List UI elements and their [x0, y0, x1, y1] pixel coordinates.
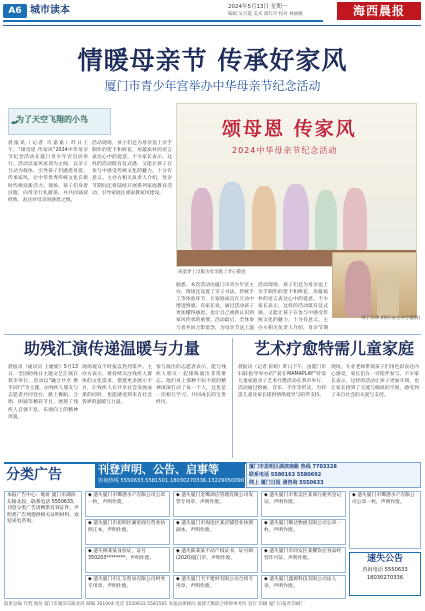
poster-caption: 孩童穿上汉服为母亲献上孝心敬意: [178, 270, 246, 275]
article1-col3b: 活动现场，孩子们还为母亲送上亲手制作的贺卡和鲜花，用最质朴的语言表达心中的爱意。不少家长表示，这样的活动既有仪式感，又能让孩子在参与中感受传统文化的魅力，十分有意义。主办方相关负责人介绍，母亲节期: [258, 283, 328, 330]
article2-col3: 参与演出的志愿者表示，能与残疾人朋友一起排练演出非常难忘。他们身上那种不屈不挠的精神深深打动了每一个人，这也是一次相互学习、共同成长的宝贵经历。: [156, 365, 226, 406]
newspaper-logo: 海西晨报: [337, 2, 421, 20]
article2-col2: 现场观众不时报以热烈掌声。主办方表示，将持续关注残疾人群体的文化需求，搭建更多展示平台，让残疾人在共享社会发展成果的同时，也能感受到来自社会各界的温暖与力量。: [82, 365, 152, 406]
ads-hotline-numbers: 咨询热线 5550633.5581501.18030270336.13229050090: [98, 478, 245, 484]
article1-col2: 活动现场，孩子们还为母亲送上亲手制作的贺卡和鲜花，用最质朴的语言表达心中的爱意。不少家长表示，这样的活动既有仪式感，又能让孩子在参与中感受传统文化的魅力，十分有意义。主办方相关负责人介绍，母亲节期间还将陆续开展系列家庭教育活动，引导家庭注重家教家风建设。: [92, 141, 172, 196]
header-rule: [3, 20, 323, 22]
mother-child-photo: [332, 252, 417, 318]
article2-headline: 助残汇演传递温暖与力量: [24, 339, 201, 358]
ad-notice: ◆ 遗失陈某某不动产权证书，证号闽(2020)厦门市，声明作废。: [173, 547, 258, 573]
ads-section-title: 分类广告: [6, 467, 62, 483]
ad-notice: ◆ 遗失厦门鑫源科技有限公司法人章，声明作废。: [261, 575, 346, 599]
poster-subtitle: 2024中华母亲节纪念活动: [232, 146, 338, 155]
main-headline: 情暖母亲节 传承好家风: [77, 46, 348, 75]
column-divider: [232, 338, 233, 458]
section-title: 城市读本: [30, 5, 70, 16]
ad-notice: ◆ 遗失厦门顺达物流有限公司公章一枚，声明作废。: [261, 519, 346, 545]
ads-info-line2: 联系电话 5580163 5580692: [249, 472, 322, 478]
ad-notice: ◆ 遗失林某某身份证，证号350203********，声明作废。: [85, 547, 170, 573]
photo-caption: 母子互动 (图片由主办方提供): [361, 316, 420, 321]
ads-info-line1: 厦门市思明区湖滨南路 热线 7703328: [249, 464, 337, 470]
ad-notice: ◆ 遗失厦门市集美区某商行税务登记证，声明作废。: [261, 491, 346, 517]
header-divider: [3, 25, 421, 26]
ads-hotline-title: 刊登声明、公告、启事等: [98, 463, 219, 476]
ad-notice: ◆ 遗失厦门市同安区某餐饮店食品经营许可证，声明作废。: [261, 547, 346, 573]
ads-office-info: 本报广告中心：地址 厦门市湖滨东路北段，联系电话 5550633，刊登分类广告请携带有效证件，声明类广告须提供相关证明材料。欢迎来电咨询。: [4, 491, 82, 599]
page-footer: 值班总编 许凯 地址 厦门市湖滨东路北段 邮编 361004 电话 5550633 5581501 本报法律顾问 福建天衡联合律师事务所 发行 印刷 厦门日报社印刷厂: [4, 602, 305, 607]
article1-col3a: 据悉，本次活动由厦门市青少年宫主办，现场还设置了亲子书法、传统手工等体验环节，让家庭成员在互动中增进情感。有家长说，通过活动孩子更加懂得感恩，也让自己重新认识到家风传承的重要。活动最后，全体参与者共同合影留念，为母亲节送上温: [176, 283, 254, 330]
article3-headline: 艺术疗愈特需儿童家庭: [254, 339, 415, 358]
ad-notice: ◆ 遗失厦门市鹭港水产有限公司公章一枚，声明作废。: [85, 491, 170, 517]
article2-col1: 晨报讯（通讯员 王婕妮）5月13日，全国助残日主题文艺汇演在我市举行。活动以"融合共享 携手同行"为主题，由残疾人朋友与志愿者共同登台，献上舞蹈、合唱、朗诵等精彩节目，展现了残疾人自强不息、乐观向上的精神风貌。: [8, 365, 78, 420]
article1-col1: 晨报讯（记者 许嘉嘉）昨日上午，"颂母恩 传家风"2024中华母亲节纪念活动在厦门青少年宫启动举行。活动以家风家训为主线，以亲子互动为载体，引导孩子们感恩母爱、传承家风，让中华优秀传统文化在新时代焕发新活力。现场，孩子们身着汉服，向母亲行礼献茶，并共同诵读经典，表达对母亲的感恩之情。: [8, 141, 88, 203]
ad-notice: ◆ 遗失厦门金鹭酒店管理有限公司发票专用章，声明作废。: [173, 491, 258, 517]
lost-notice-phone: 咨询电话 5550633 18030270336: [362, 567, 408, 581]
article3-col2: 现场，专业老师带领孩子们用色彩表达内心感受，家长们在一旁陪伴参与。不少家长表示，这样的活动让孩子更加开朗，也让家长找到了交流与倾诉的空间，感受到了来自社会的关爱与支持。: [331, 365, 419, 399]
ad-notice: ◆ 遗失厦门市思明区湖里商行营业执照正本，声明作废。: [85, 519, 170, 545]
ads-info-line3: 网上 厦门日报 请咨询 5550633: [249, 480, 324, 486]
section-divider: [4, 334, 421, 335]
main-subheadline: 厦门市青少年宫举办中华母亲节纪念活动: [104, 79, 321, 93]
ad-notice: ◆ 遗失厦门市海沧区某店铺营业执照副本，声明作废。: [173, 519, 258, 545]
ad-notice: ◆ 遗失厦门市汇友贸易有限公司财务专用章，声明作废。: [85, 575, 170, 599]
column-tag-title: 为了天空飞翔的小鸟: [16, 115, 88, 124]
poster-title: 颂母恩 传家风: [222, 118, 357, 140]
page-number-badge: A6: [3, 4, 27, 18]
ad-notice: ◆ 遗失厦门天宇建材有限公司合同专用章，声明作废。: [173, 575, 258, 599]
issue-date: 2024年5月13日 星期一: [228, 4, 288, 10]
ad-notice: ◆ 遗失厦门市鹭港水产有限公司公章一枚，声明作废。: [349, 491, 421, 549]
article3-col1: 晨报讯（记者 崔娟）昨日下午，由厦门市妇联指导举办的"爱在MAMAPLAY"特需儿童家庭亲子艺术疗愈活动在我市举行，活动通过绘画、音乐、手作等形式，为特需儿童及家长提供情绪疏导与陪伴支持。: [238, 365, 326, 399]
lost-notice-title: 速失公告: [366, 554, 403, 564]
editor-credits: 编辑 吴月霞 美术 郑红玲 校对 林丽娜: [228, 12, 303, 17]
